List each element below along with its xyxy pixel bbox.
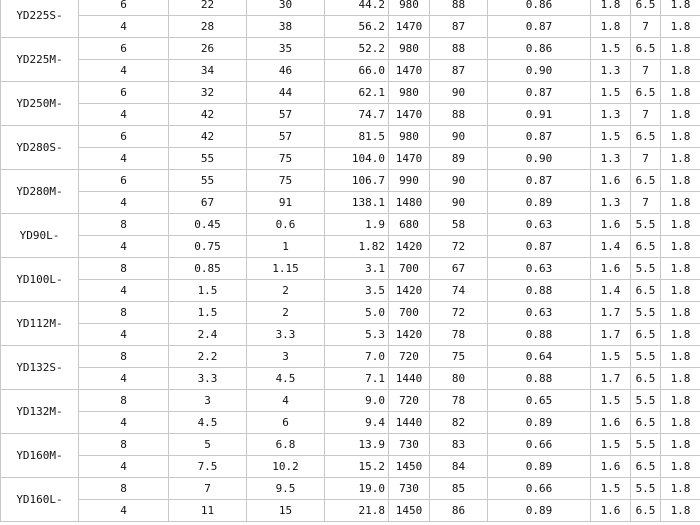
ratio-1-cell: 1.8	[591, 16, 631, 38]
ratio-3-cell: 1.8	[661, 16, 700, 38]
power-factor-cell: 0.91	[488, 104, 591, 126]
power-factor-cell: 0.87	[488, 82, 591, 104]
kw-cell: 55	[169, 170, 247, 192]
ratio-1-cell: 1.6	[591, 412, 631, 434]
current-cell: 7.1	[325, 368, 389, 390]
model-cell: YD112M-	[1, 302, 79, 346]
efficiency-cell: 90	[430, 170, 488, 192]
table-row	[1, 302, 700, 324]
power-factor-cell: 0.88	[488, 280, 591, 302]
ratio-1-cell: 1.4	[591, 236, 631, 258]
kw-cell: 2.2	[169, 346, 247, 368]
ratio-1-cell: 1.3	[591, 148, 631, 170]
table-row	[1, 324, 700, 346]
power-factor-cell: 0.87	[488, 16, 591, 38]
power-factor-cell: 0.63	[488, 258, 591, 280]
current-cell: 1.9	[325, 214, 389, 236]
table-row	[1, 434, 700, 456]
hp-cell: 10.2	[247, 456, 325, 478]
ratio-2-cell: 5.5	[631, 302, 661, 324]
speed-cell: 1420	[389, 324, 430, 346]
ratio-3-cell: 1.8	[661, 214, 700, 236]
ratio-3-cell: 1.8	[661, 38, 700, 60]
kw-cell: 0.45	[169, 214, 247, 236]
ratio-2-cell: 6.5	[631, 38, 661, 60]
poles-cell: 4	[79, 148, 169, 170]
ratio-1-cell: 1.6	[591, 214, 631, 236]
table-row	[1, 280, 700, 302]
power-factor-cell: 0.89	[488, 456, 591, 478]
ratio-1-cell: 1.3	[591, 60, 631, 82]
ratio-2-cell: 6.5	[631, 368, 661, 390]
kw-cell: 0.75	[169, 236, 247, 258]
power-factor-cell: 0.65	[488, 390, 591, 412]
speed-cell: 680	[389, 214, 430, 236]
ratio-1-cell: 1.4	[591, 280, 631, 302]
hp-cell: 3	[247, 346, 325, 368]
ratio-3-cell: 1.8	[661, 390, 700, 412]
kw-cell: 28	[169, 16, 247, 38]
poles-cell: 4	[79, 192, 169, 214]
hp-cell: 57	[247, 104, 325, 126]
table-row	[1, 456, 700, 478]
model-cell: YD100L-	[1, 258, 79, 302]
efficiency-cell: 86	[430, 500, 488, 522]
hp-cell: 2	[247, 280, 325, 302]
kw-cell: 4.5	[169, 412, 247, 434]
power-factor-cell: 0.63	[488, 302, 591, 324]
current-cell: 81.5	[325, 126, 389, 148]
table-row	[1, 192, 700, 214]
model-cell: YD280S-	[1, 126, 79, 170]
ratio-1-cell: 1.5	[591, 478, 631, 500]
table-row	[1, 60, 700, 82]
model-cell: YD90L-	[1, 214, 79, 258]
model-cell: YD132M-	[1, 390, 79, 434]
current-cell: 5.0	[325, 302, 389, 324]
efficiency-cell: 78	[430, 390, 488, 412]
poles-cell: 8	[79, 346, 169, 368]
current-cell: 62.1	[325, 82, 389, 104]
poles-cell: 4	[79, 16, 169, 38]
ratio-3-cell: 1.8	[661, 258, 700, 280]
efficiency-cell: 82	[430, 412, 488, 434]
kw-cell: 22	[169, 0, 247, 16]
current-cell: 66.0	[325, 60, 389, 82]
ratio-3-cell: 1.8	[661, 302, 700, 324]
ratio-3-cell: 1.8	[661, 434, 700, 456]
current-cell: 44.2	[325, 0, 389, 16]
power-factor-cell: 0.86	[488, 0, 591, 16]
current-cell: 7.0	[325, 346, 389, 368]
kw-cell: 42	[169, 126, 247, 148]
ratio-2-cell: 6.5	[631, 82, 661, 104]
ratio-2-cell: 6.5	[631, 324, 661, 346]
poles-cell: 4	[79, 104, 169, 126]
kw-cell: 32	[169, 82, 247, 104]
efficiency-cell: 75	[430, 346, 488, 368]
kw-cell: 2.4	[169, 324, 247, 346]
power-factor-cell: 0.87	[488, 236, 591, 258]
poles-cell: 4	[79, 456, 169, 478]
efficiency-cell: 72	[430, 236, 488, 258]
hp-cell: 35	[247, 38, 325, 60]
ratio-1-cell: 1.6	[591, 500, 631, 522]
kw-cell: 26	[169, 38, 247, 60]
speed-cell: 990	[389, 170, 430, 192]
power-factor-cell: 0.89	[488, 500, 591, 522]
speed-cell: 720	[389, 390, 430, 412]
ratio-3-cell: 1.8	[661, 368, 700, 390]
kw-cell: 1.5	[169, 280, 247, 302]
hp-cell: 1	[247, 236, 325, 258]
ratio-3-cell: 1.8	[661, 148, 700, 170]
ratio-3-cell: 1.8	[661, 280, 700, 302]
current-cell: 9.0	[325, 390, 389, 412]
efficiency-cell: 85	[430, 478, 488, 500]
current-cell: 5.3	[325, 324, 389, 346]
hp-cell: 30	[247, 0, 325, 16]
ratio-1-cell: 1.6	[591, 170, 631, 192]
ratio-2-cell: 6.5	[631, 126, 661, 148]
model-cell: YD225S-	[1, 0, 79, 38]
efficiency-cell: 88	[430, 0, 488, 16]
kw-cell: 11	[169, 500, 247, 522]
hp-cell: 1.15	[247, 258, 325, 280]
current-cell: 15.2	[325, 456, 389, 478]
hp-cell: 91	[247, 192, 325, 214]
ratio-3-cell: 1.8	[661, 82, 700, 104]
ratio-1-cell: 1.7	[591, 324, 631, 346]
ratio-3-cell: 1.8	[661, 324, 700, 346]
ratio-2-cell: 7	[631, 16, 661, 38]
ratio-2-cell: 7	[631, 60, 661, 82]
current-cell: 74.7	[325, 104, 389, 126]
poles-cell: 4	[79, 368, 169, 390]
kw-cell: 7.5	[169, 456, 247, 478]
model-cell: YD250M-	[1, 82, 79, 126]
speed-cell: 1450	[389, 456, 430, 478]
efficiency-cell: 90	[430, 192, 488, 214]
ratio-2-cell: 6.5	[631, 280, 661, 302]
hp-cell: 57	[247, 126, 325, 148]
ratio-2-cell: 6.5	[631, 170, 661, 192]
ratio-2-cell: 5.5	[631, 346, 661, 368]
current-cell: 3.5	[325, 280, 389, 302]
speed-cell: 980	[389, 126, 430, 148]
poles-cell: 4	[79, 412, 169, 434]
poles-cell: 4	[79, 236, 169, 258]
efficiency-cell: 88	[430, 104, 488, 126]
poles-cell: 8	[79, 390, 169, 412]
table-row	[1, 500, 700, 522]
table-row	[1, 214, 700, 236]
speed-cell: 1440	[389, 368, 430, 390]
kw-cell: 3	[169, 390, 247, 412]
ratio-1-cell: 1.7	[591, 302, 631, 324]
ratio-3-cell: 1.8	[661, 126, 700, 148]
table-row	[1, 104, 700, 126]
poles-cell: 8	[79, 434, 169, 456]
hp-cell: 75	[247, 148, 325, 170]
ratio-1-cell: 1.6	[591, 258, 631, 280]
ratio-2-cell: 6.5	[631, 412, 661, 434]
ratio-2-cell: 5.5	[631, 390, 661, 412]
poles-cell: 6	[79, 126, 169, 148]
current-cell: 138.1	[325, 192, 389, 214]
ratio-2-cell: 5.5	[631, 214, 661, 236]
hp-cell: 3.3	[247, 324, 325, 346]
power-factor-cell: 0.63	[488, 214, 591, 236]
kw-cell: 1.5	[169, 302, 247, 324]
ratio-2-cell: 7	[631, 192, 661, 214]
ratio-3-cell: 1.8	[661, 456, 700, 478]
ratio-2-cell: 6.5	[631, 236, 661, 258]
hp-cell: 75	[247, 170, 325, 192]
model-cell: YD280M-	[1, 170, 79, 214]
speed-cell: 700	[389, 302, 430, 324]
speed-cell: 720	[389, 346, 430, 368]
poles-cell: 6	[79, 0, 169, 16]
ratio-3-cell: 1.8	[661, 192, 700, 214]
power-factor-cell: 0.88	[488, 324, 591, 346]
power-factor-cell: 0.64	[488, 346, 591, 368]
ratio-1-cell: 1.5	[591, 390, 631, 412]
efficiency-cell: 90	[430, 126, 488, 148]
hp-cell: 15	[247, 500, 325, 522]
speed-cell: 1440	[389, 412, 430, 434]
table-row	[1, 412, 700, 434]
ratio-3-cell: 1.8	[661, 500, 700, 522]
ratio-1-cell: 1.5	[591, 38, 631, 60]
table-body	[1, 0, 700, 522]
ratio-3-cell: 1.8	[661, 104, 700, 126]
current-cell: 56.2	[325, 16, 389, 38]
hp-cell: 6.8	[247, 434, 325, 456]
efficiency-cell: 90	[430, 82, 488, 104]
table-row	[1, 126, 700, 148]
table-row	[1, 258, 700, 280]
current-cell: 52.2	[325, 38, 389, 60]
ratio-2-cell: 6.5	[631, 0, 661, 16]
poles-cell: 4	[79, 324, 169, 346]
table-row	[1, 346, 700, 368]
power-factor-cell: 0.86	[488, 38, 591, 60]
efficiency-cell: 87	[430, 16, 488, 38]
current-cell: 9.4	[325, 412, 389, 434]
table-row	[1, 0, 700, 16]
kw-cell: 34	[169, 60, 247, 82]
power-factor-cell: 0.88	[488, 368, 591, 390]
ratio-2-cell: 6.5	[631, 456, 661, 478]
table-row	[1, 478, 700, 500]
model-cell: YD160M-	[1, 434, 79, 478]
model-cell: YD160L-	[1, 478, 79, 522]
speed-cell: 1420	[389, 280, 430, 302]
ratio-2-cell: 5.5	[631, 434, 661, 456]
efficiency-cell: 89	[430, 148, 488, 170]
ratio-3-cell: 1.8	[661, 236, 700, 258]
poles-cell: 4	[79, 60, 169, 82]
table-row	[1, 148, 700, 170]
ratio-1-cell: 1.5	[591, 126, 631, 148]
speed-cell: 980	[389, 38, 430, 60]
efficiency-cell: 80	[430, 368, 488, 390]
ratio-3-cell: 1.8	[661, 0, 700, 16]
ratio-3-cell: 1.8	[661, 170, 700, 192]
current-cell: 104.0	[325, 148, 389, 170]
speed-cell: 1470	[389, 148, 430, 170]
power-factor-cell: 0.89	[488, 192, 591, 214]
ratio-1-cell: 1.5	[591, 434, 631, 456]
current-cell: 19.0	[325, 478, 389, 500]
poles-cell: 8	[79, 258, 169, 280]
ratio-1-cell: 1.3	[591, 192, 631, 214]
efficiency-cell: 87	[430, 60, 488, 82]
current-cell: 3.1	[325, 258, 389, 280]
hp-cell: 4.5	[247, 368, 325, 390]
ratio-3-cell: 1.8	[661, 60, 700, 82]
power-factor-cell: 0.89	[488, 412, 591, 434]
ratio-1-cell: 1.7	[591, 368, 631, 390]
table-row	[1, 16, 700, 38]
ratio-1-cell: 1.3	[591, 104, 631, 126]
ratio-1-cell: 1.5	[591, 346, 631, 368]
hp-cell: 6	[247, 412, 325, 434]
efficiency-cell: 74	[430, 280, 488, 302]
poles-cell: 8	[79, 478, 169, 500]
speed-cell: 700	[389, 258, 430, 280]
hp-cell: 46	[247, 60, 325, 82]
hp-cell: 2	[247, 302, 325, 324]
power-factor-cell: 0.90	[488, 60, 591, 82]
poles-cell: 6	[79, 170, 169, 192]
speed-cell: 1470	[389, 104, 430, 126]
hp-cell: 0.6	[247, 214, 325, 236]
efficiency-cell: 58	[430, 214, 488, 236]
power-factor-cell: 0.87	[488, 126, 591, 148]
model-cell: YD225M-	[1, 38, 79, 82]
efficiency-cell: 88	[430, 38, 488, 60]
kw-cell: 5	[169, 434, 247, 456]
speed-cell: 1470	[389, 16, 430, 38]
ratio-2-cell: 5.5	[631, 478, 661, 500]
ratio-3-cell: 1.8	[661, 412, 700, 434]
poles-cell: 4	[79, 280, 169, 302]
speed-cell: 730	[389, 434, 430, 456]
speed-cell: 1420	[389, 236, 430, 258]
table-row	[1, 368, 700, 390]
current-cell: 13.9	[325, 434, 389, 456]
ratio-2-cell: 7	[631, 148, 661, 170]
poles-cell: 6	[79, 38, 169, 60]
ratio-3-cell: 1.8	[661, 346, 700, 368]
kw-cell: 0.85	[169, 258, 247, 280]
speed-cell: 980	[389, 0, 430, 16]
table-row	[1, 390, 700, 412]
hp-cell: 4	[247, 390, 325, 412]
hp-cell: 9.5	[247, 478, 325, 500]
hp-cell: 44	[247, 82, 325, 104]
ratio-2-cell: 7	[631, 104, 661, 126]
poles-cell: 8	[79, 302, 169, 324]
efficiency-cell: 84	[430, 456, 488, 478]
speed-cell: 980	[389, 82, 430, 104]
speed-cell: 1470	[389, 60, 430, 82]
table-row	[1, 82, 700, 104]
kw-cell: 67	[169, 192, 247, 214]
ratio-1-cell: 1.5	[591, 82, 631, 104]
kw-cell: 7	[169, 478, 247, 500]
efficiency-cell: 67	[430, 258, 488, 280]
current-cell: 21.8	[325, 500, 389, 522]
ratio-3-cell: 1.8	[661, 478, 700, 500]
current-cell: 1.82	[325, 236, 389, 258]
poles-cell: 4	[79, 500, 169, 522]
efficiency-cell: 72	[430, 302, 488, 324]
efficiency-cell: 78	[430, 324, 488, 346]
power-factor-cell: 0.90	[488, 148, 591, 170]
efficiency-cell: 83	[430, 434, 488, 456]
table-row	[1, 236, 700, 258]
ratio-1-cell: 1.8	[591, 0, 631, 16]
poles-cell: 6	[79, 82, 169, 104]
power-factor-cell: 0.87	[488, 170, 591, 192]
kw-cell: 42	[169, 104, 247, 126]
current-cell: 106.7	[325, 170, 389, 192]
speed-cell: 730	[389, 478, 430, 500]
poles-cell: 8	[79, 214, 169, 236]
ratio-2-cell: 5.5	[631, 258, 661, 280]
power-factor-cell: 0.66	[488, 478, 591, 500]
speed-cell: 1480	[389, 192, 430, 214]
speed-cell: 1450	[389, 500, 430, 522]
table-row	[1, 170, 700, 192]
ratio-2-cell: 6.5	[631, 500, 661, 522]
table-row	[1, 38, 700, 60]
ratio-1-cell: 1.6	[591, 456, 631, 478]
kw-cell: 3.3	[169, 368, 247, 390]
hp-cell: 38	[247, 16, 325, 38]
kw-cell: 55	[169, 148, 247, 170]
model-cell: YD132S-	[1, 346, 79, 390]
power-factor-cell: 0.66	[488, 434, 591, 456]
